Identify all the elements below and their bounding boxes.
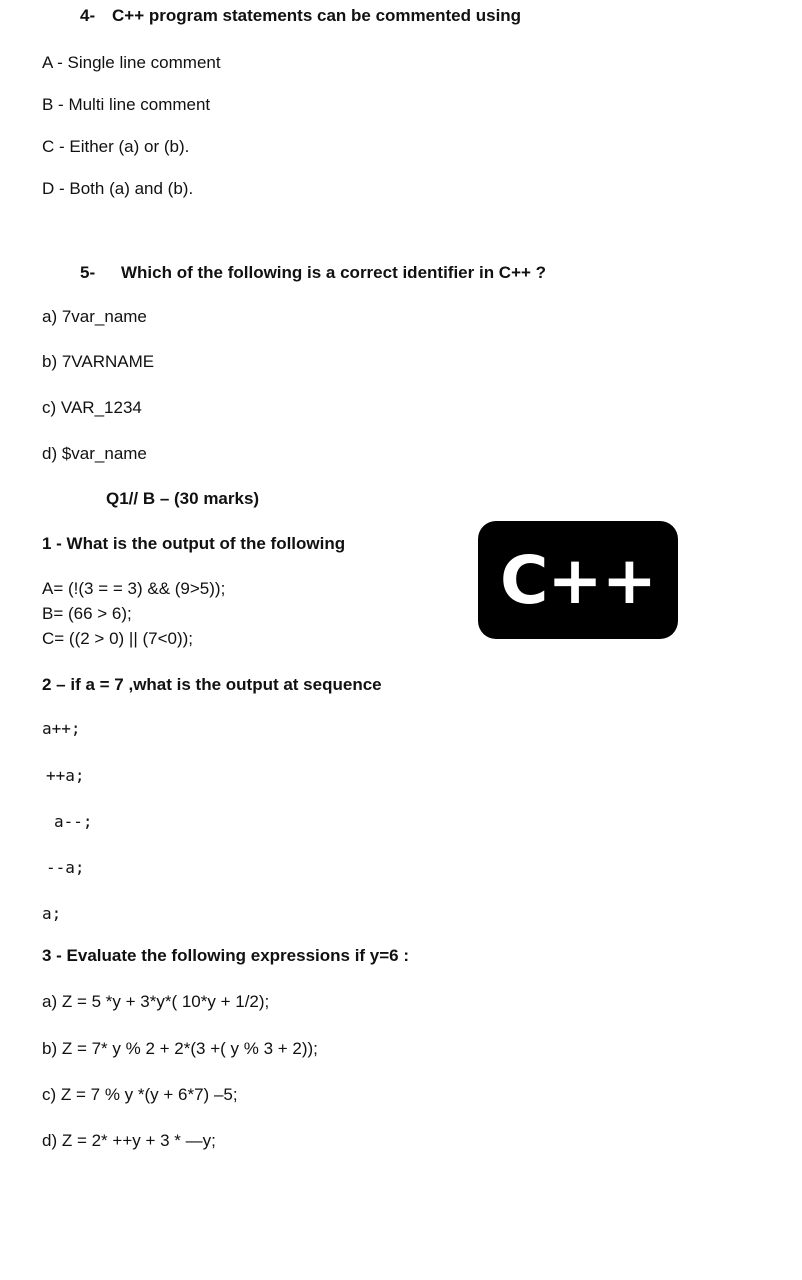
part2-line-3: a--;	[54, 812, 93, 831]
q4-option-c: C - Either (a) or (b).	[42, 137, 190, 156]
q5-number: 5-	[80, 263, 96, 282]
part1-line-c: C= ((2 > 0) || (7<0));	[42, 629, 194, 648]
q4-option-a: A - Single line comment	[42, 53, 221, 72]
section-heading: Q1// B – (30 marks)	[106, 489, 260, 508]
part3-line-b: b) Z = 7* y % 2 + 2*(3 +( y % 3 + 2));	[42, 1039, 318, 1058]
cpp-logo-text: C++	[499, 541, 657, 619]
part1-title: 1 - What is the output of the following	[42, 534, 346, 553]
cpp-logo	[478, 521, 678, 639]
part1-line-a: A= (!(3 = = 3) && (9>5));	[42, 579, 226, 598]
part2-title: 2 – if a = 7 ,what is the output at sequence	[42, 675, 382, 694]
part2-line-2: ++a;	[46, 766, 85, 785]
q4-option-b: B - Multi line comment	[42, 95, 211, 114]
part2-line-1: a++;	[42, 719, 81, 738]
part2-line-5: a;	[42, 904, 62, 923]
part3-title: 3 - Evaluate the following expressions if y=6 :	[42, 946, 410, 965]
part1-line-b: B= (66 > 6);	[42, 604, 132, 623]
part2-line-4: --a;	[46, 858, 85, 877]
q4-question: C++ program statements can be commented using	[112, 6, 522, 25]
q4-number: 4-	[80, 6, 96, 25]
q5-option-d: d) $var_name	[42, 444, 147, 463]
q5-option-c: c) VAR_1234	[42, 398, 142, 417]
q4-option-d: D - Both (a) and (b).	[42, 179, 194, 198]
q5-option-a: a) 7var_name	[42, 307, 147, 326]
part3-line-c: c) Z = 7 % y *(y + 6*7) –5;	[42, 1085, 238, 1104]
part3-line-a: a) Z = 5 *y + 3*y*( 10*y + 1/2);	[42, 992, 270, 1011]
part3-line-d: d) Z = 2* ++y + 3 * —y;	[42, 1131, 216, 1150]
q5-option-b: b) 7VARNAME	[42, 352, 155, 371]
q5-question: Which of the following is a correct identifier in C++ ?	[121, 263, 547, 282]
